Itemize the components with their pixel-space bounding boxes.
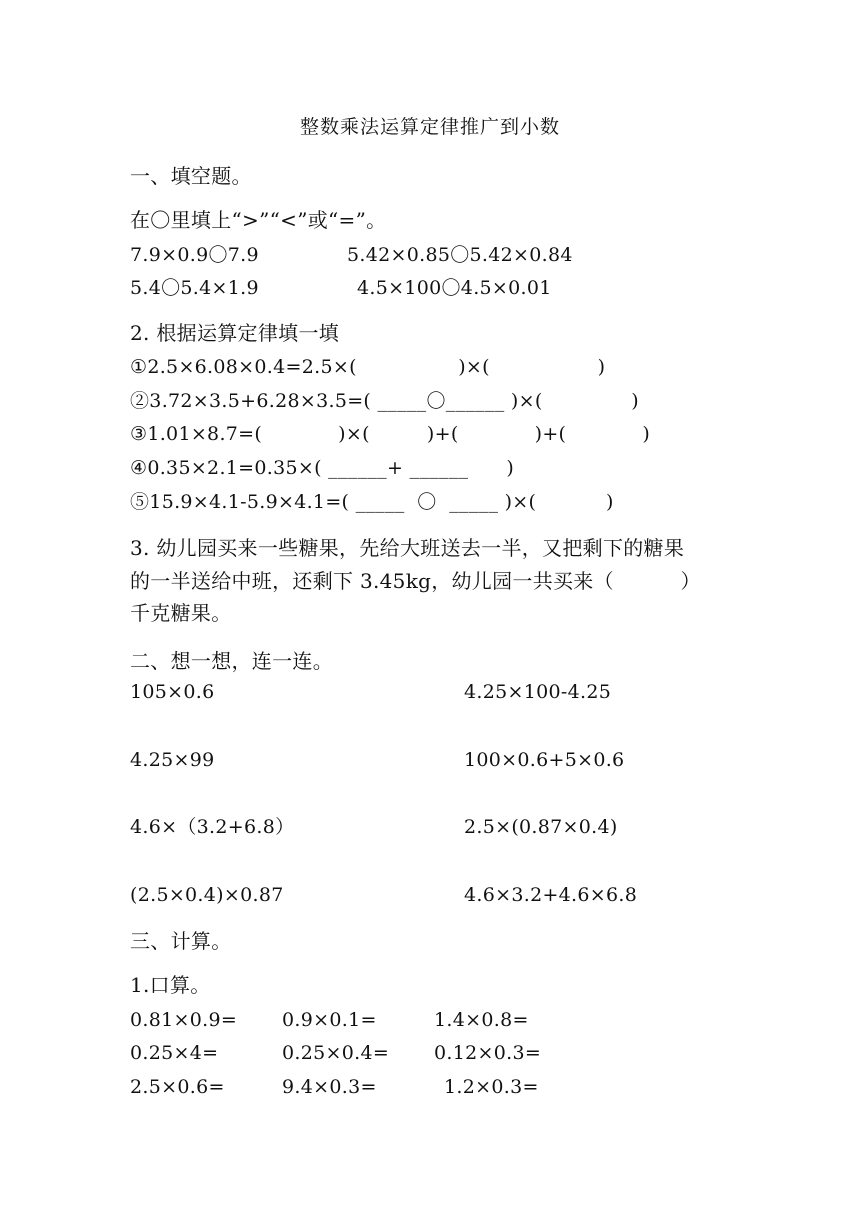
word-problem-line: 的一半送给中班，还剩下 3.45kg，幼儿园一共买来（ ） [130,569,701,593]
page-title: 整数乘法运算定律推广到小数 [299,116,560,138]
compare-item: 4.5×100〇4.5×0.01 [357,277,552,299]
oral-calc-item: 1.4×0.8= [434,1009,529,1031]
compare-item: 5.4〇5.4×1.9 [130,277,259,299]
fill-row: ④0.35×2.1=0.35×( ______+ ______ ) [130,457,515,479]
oral-calc-item: 1.2×0.3= [444,1076,539,1098]
oral-calc-item: 0.25×4= [130,1042,219,1064]
section-heading: 三、计算。 [130,929,232,953]
match-right-item: 100×0.6+5×0.6 [464,749,625,771]
match-right-item: 4.6×3.2+4.6×6.8 [464,884,638,906]
fill-row: ②3.72×3.5+6.28×3.5=( _____〇______ )×( ) [130,390,640,412]
fill-row: ⑤15.9×4.1-5.9×4.1=( _____ 〇 _____ )×( ) [130,491,614,513]
match-left-item: 4.6×（3.2+6.8） [130,816,295,838]
oral-calc-item: 9.4×0.3= [282,1076,377,1098]
fill-row: ③1.01×8.7=( )×( )+( )+( ) [130,423,651,445]
fill-row: ①2.5×6.08×0.4=2.5×( )×( ) [130,356,606,378]
match-left-item: 105×0.6 [130,681,215,703]
match-left-item: 4.25×99 [130,749,215,771]
question-heading: 2. 根据运算定律填一填 [130,321,340,345]
section-heading: 二、想一想，连一连。 [130,649,333,673]
word-problem-line: 千克糖果。 [130,601,232,625]
match-right-item: 4.25×100-4.25 [464,681,612,703]
compare-item: 5.42×0.85〇5.42×0.84 [347,244,573,266]
oral-calc-item: 2.5×0.6= [130,1076,225,1098]
match-left-item: (2.5×0.4)×0.87 [130,884,284,906]
oral-calc-item: 0.12×0.3= [434,1042,542,1064]
subsection-heading: 1.口算。 [130,973,211,997]
word-problem-line: 3. 幼儿园买来一些糖果，先给大班送去一半，又把剩下的糖果 [130,536,685,560]
compare-instruction: 在〇里填上“>”“<”或“=”。 [130,208,387,232]
compare-item: 7.9×0.9〇7.9 [130,244,259,266]
match-right-item: 2.5×(0.87×0.4) [464,816,618,838]
oral-calc-item: 0.81×0.9= [130,1009,238,1031]
oral-calc-item: 0.25×0.4= [282,1042,390,1064]
section-heading: 一、填空题。 [130,164,252,188]
oral-calc-item: 0.9×0.1= [282,1009,377,1031]
